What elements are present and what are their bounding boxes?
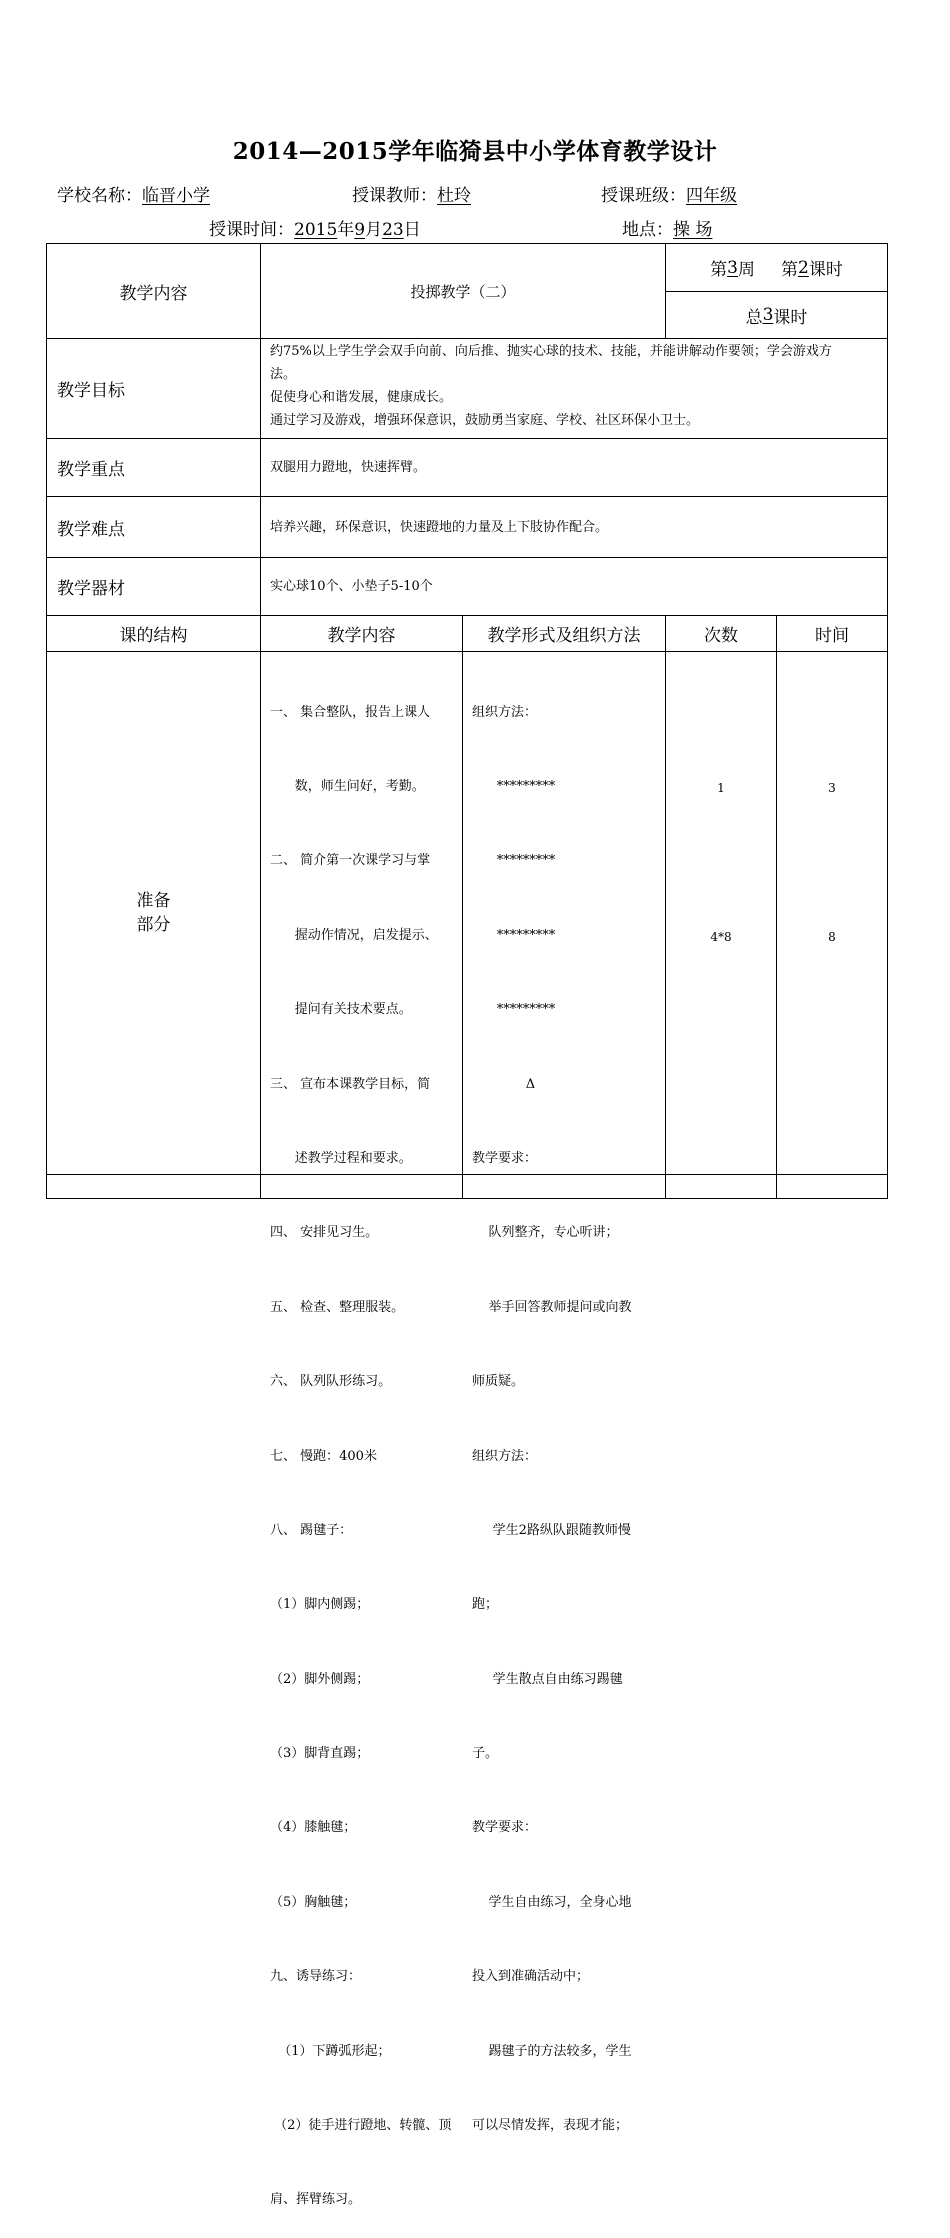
time-day: 23 [382, 220, 404, 240]
total-lessons [666, 292, 887, 338]
prep-method-line: 师质疑。 [472, 1374, 525, 1390]
school-label: 学校名称： [57, 186, 142, 206]
total-suffix: 课时 [773, 307, 808, 328]
prep-content-line: 九、诱导练习： [270, 1969, 362, 1985]
content-label: 教学内容 [119, 283, 188, 304]
time-info [209, 215, 421, 240]
time-month-unit: 月 [365, 220, 383, 240]
prep-method-line: Δ [472, 1076, 536, 1092]
prep-content-line: （1）下蹲弧形起； [270, 2043, 391, 2059]
prep-content-line: （4）膝触毽； [270, 1820, 357, 1836]
class-info [601, 181, 737, 206]
prep-method-line: 教学要求： [472, 1150, 538, 1166]
prep-content-line: 述教学过程和要求。 [270, 1150, 412, 1166]
week-lesson [666, 244, 887, 291]
header-time: 时间 [815, 626, 849, 646]
prep-content-line: 肩、挥臂练习。 [270, 2192, 362, 2208]
prep-method-line: 学生2路纵队跟随教师慢 [472, 1522, 631, 1538]
prep-method-line: 可以尽情发挥，表现才能； [472, 2118, 629, 2134]
key-point-label: 教学重点 [57, 460, 125, 480]
teacher-value: 杜玲 [437, 186, 471, 206]
week-suffix: 周 [738, 260, 755, 280]
prep-method-line: 举手回答教师提问或向教 [472, 1299, 632, 1315]
prep-method-line: 教学要求： [472, 1820, 538, 1836]
prep-label-line2: 部分 [136, 915, 171, 935]
prep-method-line: 跑； [472, 1597, 499, 1613]
prep-content-line: 数，师生问好，考勤。 [270, 778, 425, 794]
prep-content-line: 七、 慢跑：400米 [270, 1448, 377, 1464]
prep-method-line: 子。 [472, 1746, 499, 1762]
goal-line: 法。 [270, 367, 297, 382]
place-info [622, 215, 712, 240]
prep-method-line: ********* [472, 778, 556, 794]
difficulty-value: 培养兴趣，环保意识，快速蹬地的力量及上下肢协作配合。 [270, 519, 609, 535]
prep-time-1: 3 [828, 781, 836, 795]
equipment-label: 教学器材 [57, 579, 125, 599]
lesson-prefix: 第 [781, 260, 798, 280]
prep-method-line: 组织方法： [472, 704, 538, 720]
prep-content-line: 提问有关技术要点。 [270, 1002, 412, 1018]
time-year-unit: 年 [337, 220, 355, 240]
prep-content-line: 三、 宣布本课教学目标，简 [270, 1076, 431, 1092]
prep-content-line: （2）脚外侧踢； [270, 1671, 370, 1687]
prep-method-line: ********* [472, 1002, 556, 1018]
class-value: 四年级 [686, 186, 737, 206]
header-count: 次数 [704, 626, 738, 646]
prep-method-line: 踢毽子的方法较多，学生 [472, 2043, 632, 2059]
teacher-info [352, 181, 471, 206]
prep-time-2: 8 [828, 930, 836, 944]
prep-method-line: ********* [472, 853, 556, 869]
time-day-unit: 日 [403, 220, 421, 240]
prep-count-1: 1 [717, 781, 725, 795]
goal-line: 约75%以上学生学会双手向前、向后推、抛实心球的技术、技能，并能讲解动作要领；学会游戏方 [270, 344, 832, 359]
week-num: 3 [727, 257, 738, 278]
prep-content-line: 握动作情况，启发提示、 [270, 927, 438, 943]
document-title: 2014—2015学年临猗县中小学体育教学设计 [232, 138, 718, 165]
prep-content-line: 八、 踢毽子： [270, 1522, 353, 1538]
teacher-label: 授课教师： [352, 186, 437, 206]
prep-method-line: 队列整齐，专心听讲； [472, 1225, 619, 1241]
prep-content-line: （3）脚背直踢； [270, 1746, 370, 1762]
key-point-value: 双腿用力蹬地，快速挥臂。 [270, 460, 427, 475]
prep-method-line: 学生自由练习，全身心地 [472, 1894, 632, 1910]
goal-line: 通过学习及游戏，增强环保意识，鼓励勇当家庭、学校、社区环保小卫士。 [270, 413, 700, 428]
prep-method [472, 651, 662, 2164]
prep-content-line: （2）徒手进行蹬地、转髋、顶 [270, 2118, 452, 2134]
place-label: 地点： [622, 220, 673, 240]
difficulty-label: 教学难点 [57, 519, 125, 540]
equipment-value: 实心球10个、小垫子5-10个 [270, 579, 433, 594]
prep-label-line1: 准备 [136, 891, 171, 911]
goals-text [270, 340, 882, 432]
place-value: 操 场 [673, 220, 713, 240]
time-label: 授课时间： [209, 220, 294, 240]
lesson-num: 2 [798, 257, 809, 278]
total-prefix: 总 [745, 307, 763, 328]
content-value: 投掷教学（二） [410, 282, 516, 301]
time-month: 9 [354, 220, 366, 240]
goal-line: 促使身心和谐发展，健康成长。 [270, 390, 453, 405]
week-prefix: 第 [710, 260, 728, 280]
lesson-suffix: 课时 [808, 260, 843, 280]
prep-content-line: （5）胸触毽； [270, 1894, 357, 1910]
header-structure: 课的结构 [119, 626, 188, 646]
prep-content-line: 二、 简介第一次课学习与掌 [270, 853, 431, 869]
prep-method-line: 组织方法： [472, 1448, 538, 1464]
prep-content [270, 651, 460, 2238]
school-value: 临晋小学 [142, 186, 210, 206]
prep-count-2: 4*8 [710, 930, 732, 944]
time-year: 2015 [294, 220, 338, 240]
class-label: 授课班级： [601, 186, 686, 206]
school-info [57, 181, 210, 206]
prep-content-line: （1）脚内侧踢； [270, 1597, 370, 1613]
prep-content-line: 一、 集合整队，报告上课人 [270, 704, 431, 720]
prep-method-line: 学生散点自由练习踢毽 [472, 1671, 623, 1687]
prep-method-line: 投入到准确活动中； [472, 1969, 590, 1985]
prep-content-line: 五、 检查、整理服装。 [270, 1299, 405, 1315]
prep-content-line: 六、 队列队形练习。 [270, 1374, 392, 1390]
goals-label: 教学目标 [57, 381, 125, 401]
prep-content-line: 四、 安排见习生。 [270, 1225, 379, 1241]
prep-section-label [47, 652, 260, 1174]
header-method: 教学形式及组织方法 [487, 626, 641, 646]
total-num: 3 [762, 305, 774, 325]
header-content: 教学内容 [327, 626, 396, 646]
prep-method-line: ********* [472, 927, 556, 943]
